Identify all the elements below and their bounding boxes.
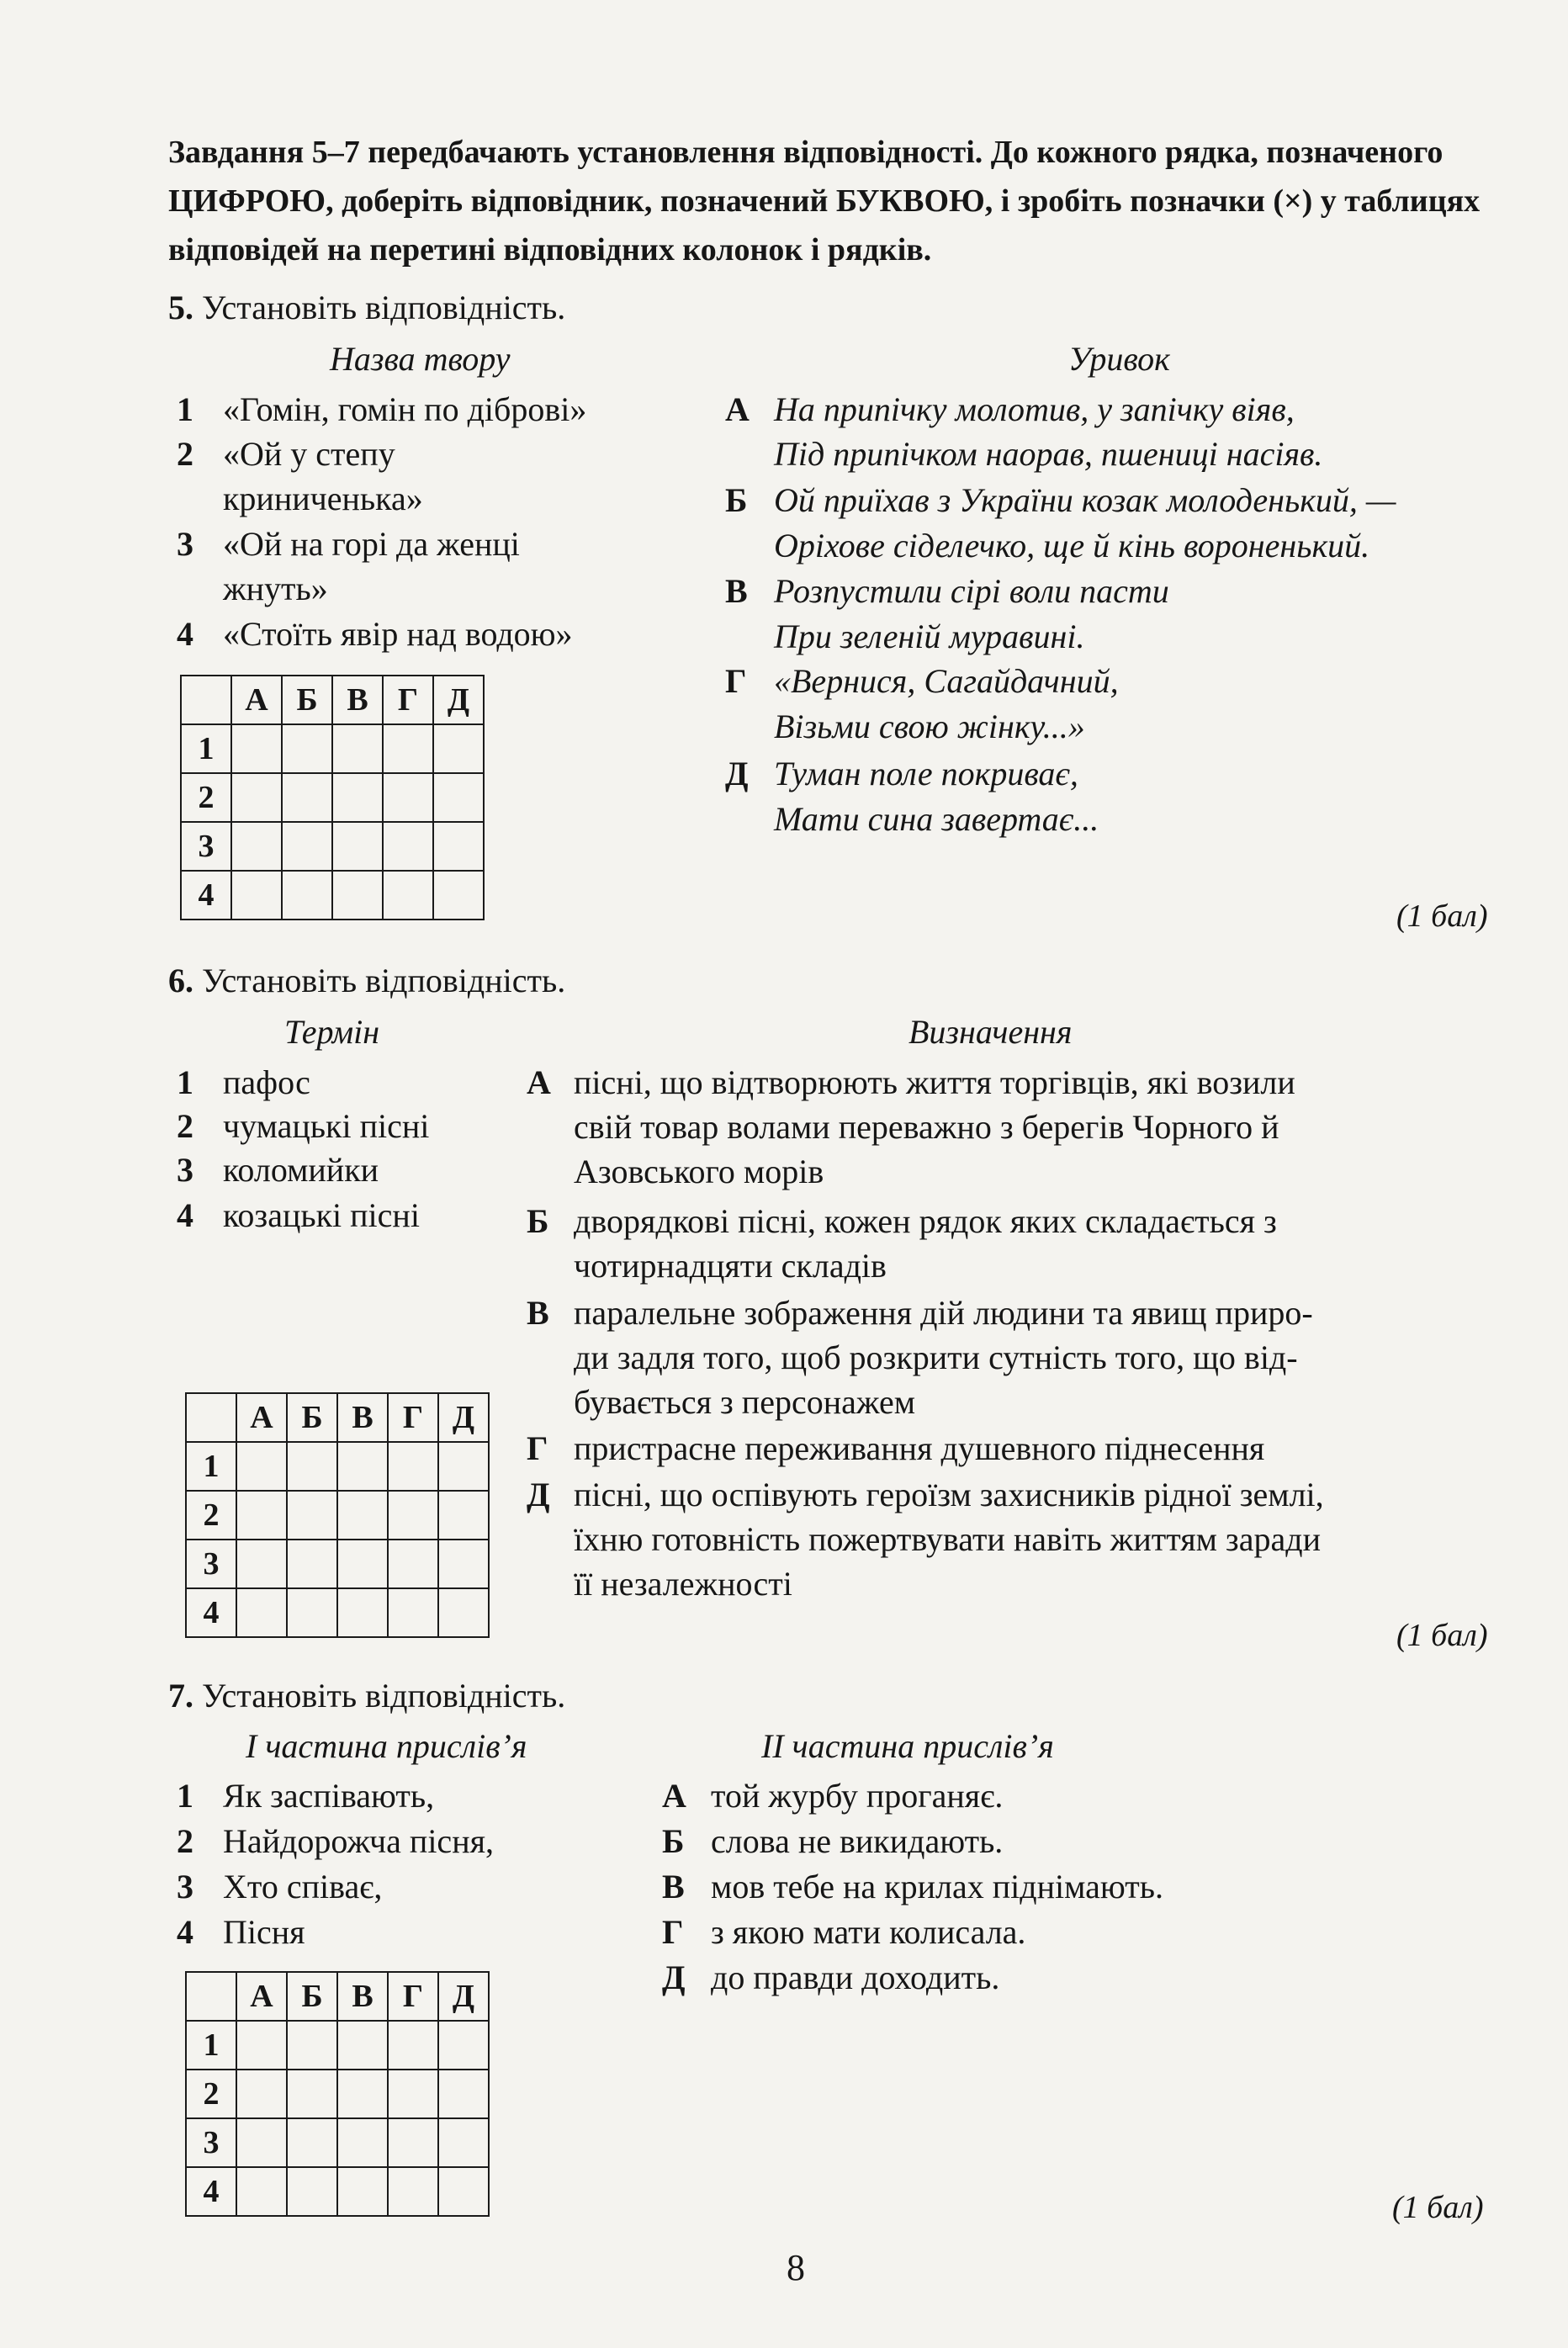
task-5-answer-grid [180,675,485,920]
grid-col-header: Г [383,676,433,724]
answer-cell[interactable] [332,773,383,822]
grid-col-header: В [332,676,383,724]
grid-row-header: 3 [181,822,231,871]
item-number: 3 [177,525,193,563]
task-6-option-text: Азовського морів [574,1153,824,1190]
item-number: 1 [177,390,193,428]
task-5-option-text: Візьми свою жінку...» [774,708,1085,745]
task-7-heading [168,1672,565,1720]
task-6-option-text: пісні, що відтворюють життя торгівців, які возили [574,1063,1295,1101]
answer-cell[interactable] [383,822,433,871]
grid-row-header: 4 [186,1588,236,1637]
answer-cell[interactable] [433,724,484,773]
task-7-left-item [177,1773,193,1819]
task-5-left-item [177,612,193,657]
task-7-left-item [177,1819,193,1864]
task-7-score: (1 бал) [1392,2190,1484,2225]
answer-cell[interactable] [236,1588,287,1637]
answer-cell[interactable] [388,2118,438,2167]
answer-cell[interactable] [287,2167,337,2216]
task-title: Установіть відповідність. [202,1677,566,1715]
task-6-left-text: коломийки [223,1151,379,1189]
task-6-option-text: її незалежності [574,1565,792,1603]
answer-cell[interactable] [231,724,282,773]
item-number: 2 [177,1822,193,1860]
task-7-left-text: Хто співає, [223,1868,383,1905]
answer-cell[interactable] [236,1442,287,1491]
answer-cell[interactable] [337,1442,388,1491]
task-5-option-letter: В [725,572,748,610]
answer-cell[interactable] [438,1588,489,1637]
task-7-option-letter: В [662,1868,685,1905]
grid-col-header: Д [438,1972,489,2021]
task-5-left-text: жнуть» [223,570,328,607]
answer-cell[interactable] [337,2070,388,2118]
answer-cell[interactable] [236,2021,287,2070]
answer-cell[interactable] [388,1491,438,1540]
task-7-option-text: з якою мати колисала. [711,1913,1026,1951]
answer-cell[interactable] [236,2118,287,2167]
answer-cell[interactable] [231,822,282,871]
answer-cell[interactable] [287,2021,337,2070]
answer-cell[interactable] [337,2118,388,2167]
task-7-option-letter: Г [662,1913,684,1951]
task-5-left-item [177,432,193,477]
task-5-option-text: При зеленій муравині. [774,617,1085,655]
task-7-left-text: Як заспівають, [223,1777,435,1815]
task-6-option-text: пісні, що оспівують героїзм захисників рідної землі, [574,1476,1324,1513]
task-7-option-letter: А [662,1777,686,1815]
task-7-option-letter: Б [662,1822,685,1860]
grid-row-header: 2 [181,773,231,822]
answer-cell[interactable] [332,822,383,871]
task-7-option-text: мов тебе на крилах піднімають. [711,1868,1163,1905]
task-6-option-text: чотирнадцяти складів [574,1247,887,1285]
item-number: 3 [177,1151,193,1189]
grid-col-header: Б [282,676,332,724]
task-7-option-letter: Д [662,1958,686,1996]
task-6-left-text: пафос [223,1063,310,1101]
answer-cell[interactable] [287,2070,337,2118]
grid-row-header: 1 [186,2021,236,2070]
grid-col-header: Б [287,1972,337,2021]
task-5-heading [168,284,565,331]
grid-row-header: 1 [181,724,231,773]
grid-col-header: Д [433,676,484,724]
task-5-option-text: Під припічком наорав, пшениці насіяв. [774,435,1323,473]
task-6-left-text: козацькі пісні [223,1196,420,1234]
answer-cell[interactable] [438,1540,489,1588]
item-number: 4 [177,1913,193,1951]
task-5-option-text: На припічку молотив, у запічку віяв, [774,390,1295,428]
grid-col-header: А [236,1972,287,2021]
answer-cell[interactable] [388,1540,438,1588]
item-number: 2 [177,435,193,473]
answer-cell[interactable] [337,1588,388,1637]
answer-cell[interactable] [438,2167,489,2216]
task-title: Установіть відповідність. [202,962,566,999]
task-6-left-text: чумацькі пісні [223,1107,430,1145]
task-5-left-header: Назва твору [330,340,511,378]
answer-cell[interactable] [236,2070,287,2118]
grid-row-header: 2 [186,2070,236,2118]
answer-cell[interactable] [337,2021,388,2070]
answer-cell[interactable] [332,724,383,773]
page-number: 8 [787,2247,805,2288]
answer-cell[interactable] [383,773,433,822]
task-7-left-text: Пісня [223,1913,305,1951]
task-7-option-text: до правди доходить. [711,1958,1000,1996]
task-7-left-text: Найдорожча пісня, [223,1822,494,1860]
task-number: 7. [168,1677,193,1715]
task-6-option-letter: А [527,1063,551,1101]
task-6-score: (1 бал) [1396,1618,1488,1653]
task-5-left-text: «Ой на горі да женці [223,525,520,563]
answer-cell[interactable] [236,2167,287,2216]
answer-cell[interactable] [282,724,332,773]
grid-col-header: Б [287,1393,337,1442]
task-5-left-item [177,522,193,567]
task-7-left-header: I частина прислів’я [246,1727,527,1765]
grid-corner [186,1393,236,1442]
answer-cell[interactable] [337,1491,388,1540]
item-number: 1 [177,1777,193,1815]
task-5-option-letter: А [725,390,750,428]
task-number: 5. [168,289,193,326]
grid-col-header: А [236,1393,287,1442]
grid-col-header: Д [438,1393,489,1442]
answer-cell[interactable] [383,871,433,920]
grid-corner [181,676,231,724]
answer-cell[interactable] [433,773,484,822]
task-6-left-header: Термін [284,1013,380,1051]
task-7-option-text: слова не викидають. [711,1822,1004,1860]
grid-col-header: Г [388,1393,438,1442]
answer-cell[interactable] [433,822,484,871]
answer-cell[interactable] [388,2021,438,2070]
task-6-option-letter: Г [527,1429,548,1467]
item-number: 3 [177,1868,193,1905]
task-5-option-letter: Д [725,755,749,792]
task-6-option-text: дворядкові пісні, кожен рядок яких складається з [574,1202,1277,1240]
answer-cell[interactable] [282,822,332,871]
grid-col-header: А [231,676,282,724]
task-6-heading [168,957,565,1004]
answer-cell[interactable] [388,1442,438,1491]
answer-cell[interactable] [438,2021,489,2070]
answer-cell[interactable] [438,1491,489,1540]
item-number: 1 [177,1063,193,1101]
task-6-left-item [177,1147,193,1193]
answer-cell[interactable] [287,2118,337,2167]
grid-row-header: 4 [186,2167,236,2216]
task-5-option-text: Туман поле покриває, [774,755,1078,792]
task-6-left-item [177,1193,193,1238]
answer-cell[interactable] [332,871,383,920]
task-5-option-text: Мати сина завертає... [774,800,1099,838]
answer-cell[interactable] [287,1442,337,1491]
answer-cell[interactable] [388,2070,438,2118]
answer-cell[interactable] [282,773,332,822]
task-6-left-item [177,1060,193,1105]
task-6-answer-grid [185,1392,490,1638]
task-5-option-letter: Б [725,481,748,519]
task-5-left-text: криниченька» [223,480,423,517]
instructions-paragraph: Завдання 5–7 передбачають установлення відповідності. До кожного рядка, позначеного ЦИФРОЮ, доберіть відповідник, позначений БУКВОЮ, і зробіть позначки (×) у таблицях відповідей на перетині відповідних колонок і рядків. [168,135,1481,268]
task-6-option-text: бувається з персонажем [574,1383,916,1421]
task-7-option-text: той журбу проганяє. [711,1777,1004,1815]
task-5-left-text: «Стоїть явір над водою» [223,615,573,653]
grid-row-header: 3 [186,2118,236,2167]
answer-cell[interactable] [231,773,282,822]
task-6-option-letter: Б [527,1202,549,1240]
answer-cell[interactable] [231,871,282,920]
answer-cell[interactable] [287,1540,337,1588]
task-6-option-letter: В [527,1294,549,1332]
task-6-left-item [177,1104,193,1149]
answer-cell[interactable] [438,2070,489,2118]
task-7-answer-grid [185,1971,490,2217]
grid-col-header: В [337,1393,388,1442]
answer-cell[interactable] [287,1491,337,1540]
task-6-option-text: паралельне зображення дій людини та явищ приро- [574,1294,1313,1332]
item-number: 4 [177,615,193,653]
item-number: 4 [177,1196,193,1234]
answer-cell[interactable] [438,1442,489,1491]
task-7-left-item [177,1910,193,1955]
task-6-option-text: пристрасне переживання душевного піднесення [574,1429,1265,1467]
answer-cell[interactable] [383,724,433,773]
task-7-left-item [177,1864,193,1910]
answer-cell[interactable] [433,871,484,920]
answer-cell[interactable] [337,2167,388,2216]
task-6-option-letter: Д [527,1476,550,1513]
task-6-option-text: їхню готовність пожертвувати навіть життям заради [574,1520,1321,1558]
answer-cell[interactable] [388,1588,438,1637]
grid-corner [186,1972,236,2021]
item-number: 2 [177,1107,193,1145]
answer-cell[interactable] [236,1540,287,1588]
task-title: Установіть відповідність. [202,289,566,326]
answer-cell[interactable] [287,1588,337,1637]
grid-row-header: 4 [181,871,231,920]
grid-col-header: Г [388,1972,438,2021]
answer-cell[interactable] [282,871,332,920]
task-6-option-text: ди задля того, щоб розкрити сутність того, що від- [574,1338,1298,1376]
answer-cell[interactable] [337,1540,388,1588]
grid-row-header: 3 [186,1540,236,1588]
grid-row-header: 2 [186,1491,236,1540]
task-5-option-text: «Вернися, Сагайдачний, [774,662,1119,700]
task-5-option-text: Оріхове сіделечко, ще й кінь вороненький. [774,527,1370,564]
task-6-option-text: свій товар волами переважно з берегів Чорного й [574,1108,1279,1146]
grid-col-header: В [337,1972,388,2021]
task-5-option-text: Розпустили сірі воли пасти [774,572,1169,610]
task-5-option-letter: Г [725,662,747,700]
grid-row-header: 1 [186,1442,236,1491]
task-5-left-item [177,387,193,432]
task-5-left-text: «Гомін, гомін по діброві» [223,390,587,428]
task-number: 6. [168,962,193,999]
task-5-score: (1 бал) [1396,898,1488,934]
task-7-right-header: II частина прислів’я [761,1727,1054,1765]
task-6-right-header: Визначення [908,1013,1073,1051]
answer-cell[interactable] [438,2118,489,2167]
task-5-right-header: Уривок [1068,340,1170,378]
task-5-option-text: Ой приїхав з України козак молоденький, — [774,481,1396,519]
answer-cell[interactable] [388,2167,438,2216]
task-5-left-text: «Ой у степу [223,435,395,473]
answer-cell[interactable] [236,1491,287,1540]
